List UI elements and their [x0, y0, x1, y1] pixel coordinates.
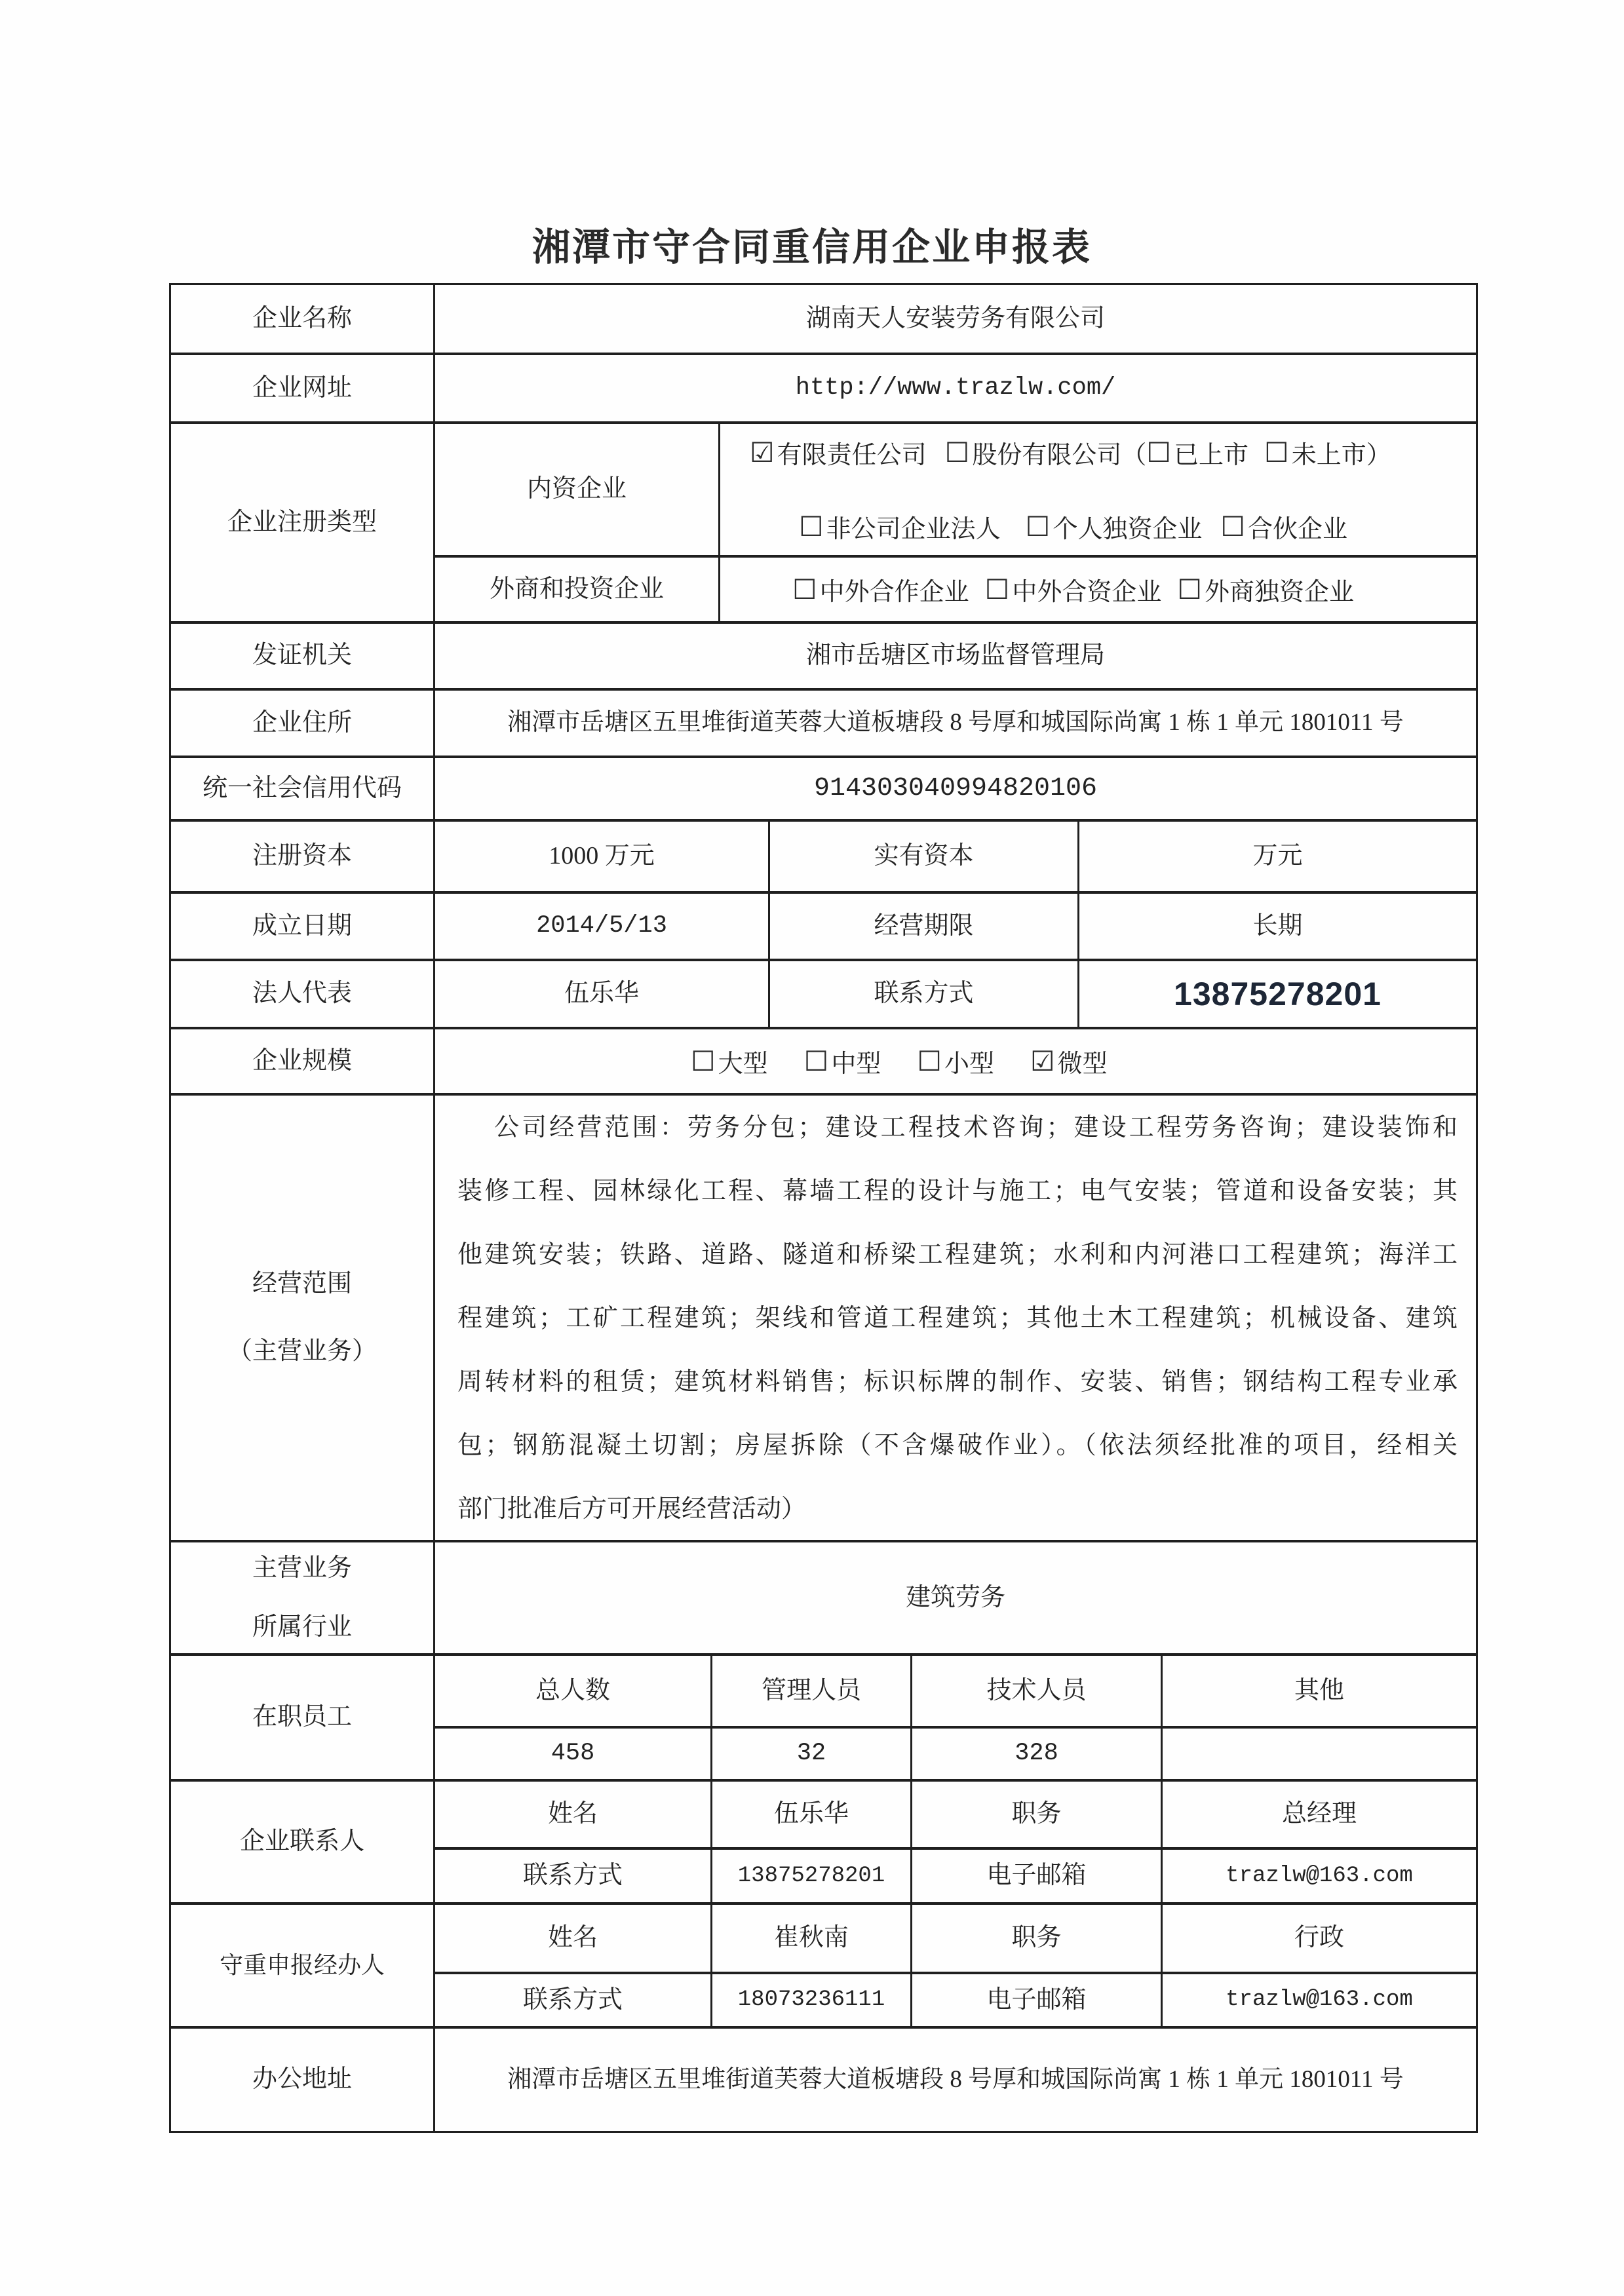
- domestic-enterprise-subrow: [435, 424, 1476, 555]
- checkbox-label: 合伙企业: [1248, 516, 1348, 543]
- credit-code-label: 统一社会信用代码: [202, 774, 402, 802]
- checkbox-label: 微型: [1057, 1050, 1108, 1078]
- row-company-scale: [171, 1027, 1476, 1093]
- checkbox-large: [691, 1043, 768, 1079]
- checkbox-icon: ☐: [917, 1044, 942, 1077]
- paren-open: （: [1121, 442, 1147, 469]
- application-form-table: [169, 283, 1478, 2133]
- checkbox-label: 大型: [718, 1050, 768, 1078]
- scope-line: 部门批准后方可开展经营活动）: [457, 1495, 807, 1523]
- row-employees: [171, 1653, 1476, 1779]
- foreign-enterprise-label: 外商和投资企业: [489, 575, 664, 603]
- business-scope-label-line1: 经营范围: [252, 1269, 352, 1297]
- scope-line: 程建筑；工矿工程建筑；架线和管道工程建筑；其他土木工程建筑；机械设备、建筑: [457, 1304, 1458, 1332]
- agent-phone-value: 18073236111: [710, 1974, 910, 2026]
- registration-type-body: [433, 424, 1476, 621]
- declaration-agent-row1: [435, 1905, 1476, 1972]
- row-credit-code: [171, 756, 1476, 819]
- foreign-enterprise-options: [718, 558, 1476, 621]
- employees-header-subrow: [435, 1656, 1476, 1726]
- agent-email-label: 电子邮箱: [910, 1974, 1161, 2026]
- company-contact-row2: [435, 1847, 1476, 1902]
- company-contact-label: 企业联系人: [239, 1827, 364, 1856]
- contact-position-value: 总经理: [1161, 1782, 1476, 1847]
- checkbox-icon: ☐: [944, 436, 970, 469]
- checkbox-label: 中型: [831, 1050, 881, 1078]
- employees-label: 在职员工: [252, 1703, 352, 1731]
- registration-type-label: 企业注册类型: [227, 508, 377, 536]
- checkbox-checked-icon: ☑: [1030, 1044, 1055, 1077]
- checkbox-icon: ☐: [1177, 573, 1202, 605]
- checkbox-small: [917, 1043, 994, 1079]
- checkbox-label: 股份有限公司: [972, 442, 1122, 469]
- credit-code-value: 914303040994820106: [433, 758, 1476, 819]
- checkbox-label: 中外合作企业: [819, 579, 969, 606]
- employees-total-label: 总人数: [535, 1676, 610, 1704]
- scope-line: 他建筑安装；铁路、道路、隧道和桥梁工程建筑；水利和内河港口工程建筑；海洋工: [457, 1240, 1458, 1269]
- declaration-agent-row2: [435, 1972, 1476, 2026]
- established-date-label: 成立日期: [252, 911, 352, 940]
- contact-email-value: trazlw@163.com: [1161, 1850, 1476, 1902]
- employees-management-label: 管理人员: [710, 1656, 910, 1726]
- domestic-enterprise-label: 内资企业: [526, 475, 627, 503]
- checkbox-icon: ☐: [984, 573, 1010, 605]
- contact-name-label: 姓名: [547, 1800, 598, 1828]
- legal-rep-contact-label: 联系方式: [768, 961, 1077, 1027]
- checkbox-icon: ☐: [1220, 510, 1245, 543]
- checkbox-icon: ☐: [1025, 510, 1051, 543]
- row-company-name: [171, 285, 1476, 353]
- established-date-value: 2014/5/13: [433, 894, 768, 959]
- business-scope-label-line2: （主营业务）: [227, 1337, 377, 1365]
- domestic-enterprise-options: [718, 424, 1476, 555]
- website-label: 企业网址: [252, 373, 352, 402]
- checkbox-icon: ☐: [803, 1044, 829, 1077]
- contact-phone-value: 13875278201: [710, 1850, 910, 1902]
- row-license-authority: [171, 621, 1476, 688]
- checkbox-icon: ☐: [799, 510, 824, 543]
- checkbox-label: 未上市: [1291, 442, 1366, 469]
- company-address-label: 企业住所: [252, 708, 352, 737]
- paren-close: ）: [1366, 442, 1391, 469]
- row-company-address: [171, 688, 1476, 756]
- checkbox-partnership: [1220, 508, 1347, 545]
- checkbox-icon: ☐: [792, 573, 817, 605]
- checkbox-listed: [1146, 434, 1248, 470]
- registered-capital-label: 注册资本: [252, 842, 352, 870]
- row-registration-type: [171, 421, 1476, 621]
- website-value: http://www.trazlw.com/: [433, 355, 1476, 421]
- company-scale-label: 企业规模: [252, 1046, 352, 1075]
- checkbox-sino-foreign-joint-venture: [985, 571, 1162, 607]
- employees-total-value: 458: [551, 1740, 595, 1768]
- industry-value: 建筑劳务: [433, 1542, 1476, 1653]
- industry-label: [171, 1542, 433, 1653]
- business-scope-text: [433, 1096, 1476, 1540]
- agent-position-label: 职务: [910, 1905, 1161, 1972]
- row-company-contact: [171, 1779, 1476, 1902]
- contact-phone-label: 联系方式: [522, 1862, 623, 1890]
- company-scale-options: [433, 1029, 1476, 1093]
- business-term-label: 经营期限: [768, 894, 1077, 959]
- contact-email-label: 电子邮箱: [910, 1850, 1161, 1902]
- checkbox-label: 中外合资企业: [1012, 579, 1162, 606]
- industry-label-line2: 所属行业: [252, 1613, 352, 1641]
- paid-in-capital-value: 万元: [1077, 822, 1476, 891]
- scope-line: 周转材料的租赁；建筑材料销售；标识标牌的制作、安装、销售；钢结构工程专业承: [457, 1368, 1458, 1396]
- company-name-label: 企业名称: [252, 304, 352, 332]
- legal-representative-label: 法人代表: [252, 980, 352, 1008]
- agent-name-label: 姓名: [547, 1924, 598, 1952]
- checkbox-medium: [804, 1043, 881, 1079]
- checkbox-unlisted: [1264, 434, 1366, 470]
- checkbox-non-company-legal-person: [799, 508, 1001, 545]
- company-contact-body: [433, 1782, 1476, 1902]
- checkbox-label: 个人独资企业: [1053, 516, 1203, 543]
- row-declaration-agent: [171, 1902, 1476, 2026]
- checkbox-label: 已上市: [1174, 442, 1249, 469]
- agent-email-value: trazlw@163.com: [1161, 1974, 1476, 2026]
- contact-name-value: 伍乐华: [710, 1782, 910, 1847]
- row-industry: [171, 1540, 1476, 1653]
- agent-phone-label: 联系方式: [522, 1985, 623, 2014]
- foreign-enterprise-subrow: [435, 555, 1476, 621]
- declaration-agent-label: 守重申报经办人: [219, 1952, 385, 1978]
- office-address-value: 湘潭市岳塘区五里堆街道芙蓉大道板塘段 8 号厚和城国际尚寓 1 栋 1 单元 1801011 号: [433, 2029, 1476, 2131]
- checkbox-micro: [1030, 1043, 1108, 1079]
- license-authority-label: 发证机关: [252, 641, 352, 670]
- employees-values-subrow: [435, 1726, 1476, 1779]
- checkbox-sole-proprietorship: [1026, 508, 1203, 545]
- employees-other-label: 其他: [1161, 1656, 1476, 1726]
- scope-line: 装修工程、园林绿化工程、幕墙工程的设计与施工；电气安装；管道和设备安装；其: [457, 1177, 1458, 1205]
- checkbox-limited-liability-company: [750, 434, 927, 470]
- row-office-address: [171, 2026, 1476, 2131]
- checkbox-label: 有限责任公司: [777, 442, 927, 469]
- row-website: [171, 353, 1476, 421]
- employees-other-value: [1161, 1729, 1476, 1779]
- employees-technical-label: 技术人员: [910, 1656, 1161, 1726]
- row-capital: [171, 819, 1476, 891]
- agent-name-value: 崔秋南: [710, 1905, 910, 1972]
- office-address-label: 办公地址: [252, 2065, 352, 2094]
- checkbox-label: 外商独资企业: [1205, 579, 1355, 606]
- legal-representative-value: 伍乐华: [433, 961, 768, 1027]
- company-address-value: 湘潭市岳塘区五里堆街道芙蓉大道板塘段 8 号厚和城国际尚寓 1 栋 1 单元 1801011 号: [433, 691, 1476, 756]
- domestic-options-line1: [750, 434, 1476, 470]
- employees-management-value: 32: [710, 1729, 910, 1779]
- checkbox-label: 非公司企业法人: [826, 516, 1001, 543]
- contact-position-label: 职务: [910, 1782, 1161, 1847]
- registered-capital-value: 1000 万元: [433, 822, 768, 891]
- row-establishment: [171, 891, 1476, 959]
- domestic-options-line2: [750, 508, 1476, 545]
- license-authority-value: 湘市岳塘区市场监督管理局: [433, 624, 1476, 688]
- checkbox-label: 小型: [944, 1050, 995, 1078]
- checkbox-icon: ☐: [691, 1044, 716, 1077]
- checkbox-checked-icon: ☑: [750, 436, 775, 469]
- company-name-value: 湖南天人安装劳务有限公司: [433, 285, 1476, 353]
- scope-line: 包；钢筋混凝土切割；房屋拆除（不含爆破作业）。（依法须经批准的项目，经相关: [457, 1431, 1458, 1459]
- page-title: 湘潭市守合同重信用企业申报表: [532, 226, 1092, 269]
- legal-rep-contact-value: 13875278201: [1077, 961, 1476, 1027]
- row-legal-representative: [171, 959, 1476, 1027]
- foreign-options-line: [792, 571, 1476, 607]
- scope-line: 公司经营范围：劳务分包；建设工程技术咨询；建设工程劳务咨询；建设装饰和: [494, 1113, 1458, 1141]
- checkbox-icon: ☐: [1264, 436, 1289, 469]
- checkbox-sino-foreign-cooperative: [792, 571, 969, 607]
- paid-in-capital-label: 实有资本: [768, 822, 1077, 891]
- agent-position-value: 行政: [1161, 1905, 1476, 1972]
- checkbox-icon: ☐: [1146, 436, 1172, 469]
- industry-label-line1: 主营业务: [252, 1554, 352, 1582]
- row-business-scope: [171, 1093, 1476, 1540]
- employees-technical-value: 328: [910, 1729, 1161, 1779]
- business-term-value: 长期: [1077, 894, 1476, 959]
- declaration-agent-body: [433, 1905, 1476, 2026]
- checkbox-joint-stock-company: [945, 434, 1122, 470]
- company-contact-row1: [435, 1782, 1476, 1847]
- business-scope-label: [171, 1096, 433, 1540]
- checkbox-wholly-foreign-owned: [1177, 571, 1354, 607]
- employees-body: [433, 1656, 1476, 1779]
